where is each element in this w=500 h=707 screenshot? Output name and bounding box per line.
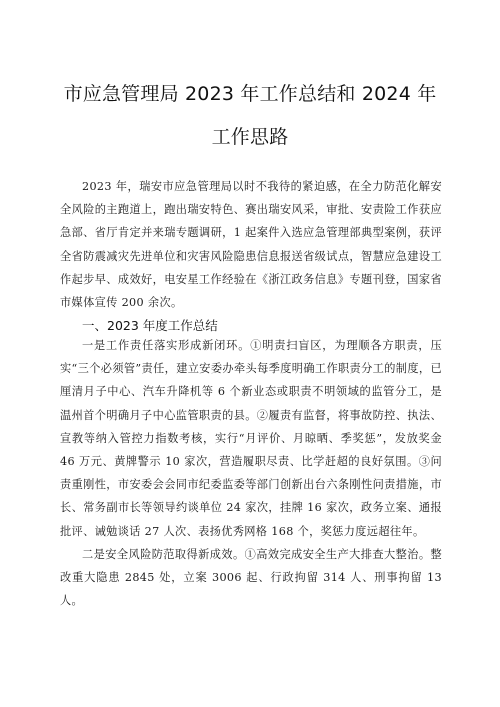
document-title-line-1: 市应急管理局 2023 年工作总结和 2024 年 — [63, 83, 437, 105]
document-title-line-2: 工作思路 — [211, 126, 289, 148]
paragraph-risk-prevention: 二是安全风险防范取得新成效。①高效完成安全生产大排查大整治。整改重大隐患 2845 处，立案 3006 起、行政拘留 314 人、刑事拘留 13 人。 — [60, 548, 442, 608]
section-heading-2023-summary: 一、2023 年度工作总结 — [82, 318, 218, 333]
intro-paragraph: 2023 年，瑞安市应急管理局以时不我待的紧迫感，在全力防范化解安全风险的主跑道上，跑出瑞安特色、赛出瑞安风采，审批、安责险工作获应急部、省厅肯定并来瑞专题调研，1 起案件入选应急管理部典型案例，获评全省防震减灾先进单位和灾害风险隐患信息报送省级试点，智慧应急建设工作起步早、成效好，电安星工作经验在《浙江政务信息》专题刊登，国家省市媒体宣传 200 余次。 — [60, 180, 442, 310]
paragraph-responsibility: 一是工作责任落实形成新闭环。①明责扫盲区，为理顺各方职责，压实“三个必须管”责任，建立安委办牵头每季度明确工作职责分工的制度，已厘清月子中心、汽车升降机等 6 个新业态或职责不明领域的监管分工，是温州首个明确月子中心监管职责的县。②履责有监督，将事故防控、执法、宣教等纳入管控力指数考核，实行“月评价、月晾晒、季奖惩”，发放奖金 46 万元、黄牌警示 10 家次，营造履职尽责、比学赶超的良好氛围。③问责重刚性，市安委会会同市纪委监委等部门创新出台六条刚性问责措施，市长、常务副市长等领导约谈单位 24 家次，挂牌 16 家次，政务立案、通报批评、诫勉谈话 27 人次、表扬优秀网格 168 个，奖惩力度远超往年。 — [60, 339, 442, 538]
